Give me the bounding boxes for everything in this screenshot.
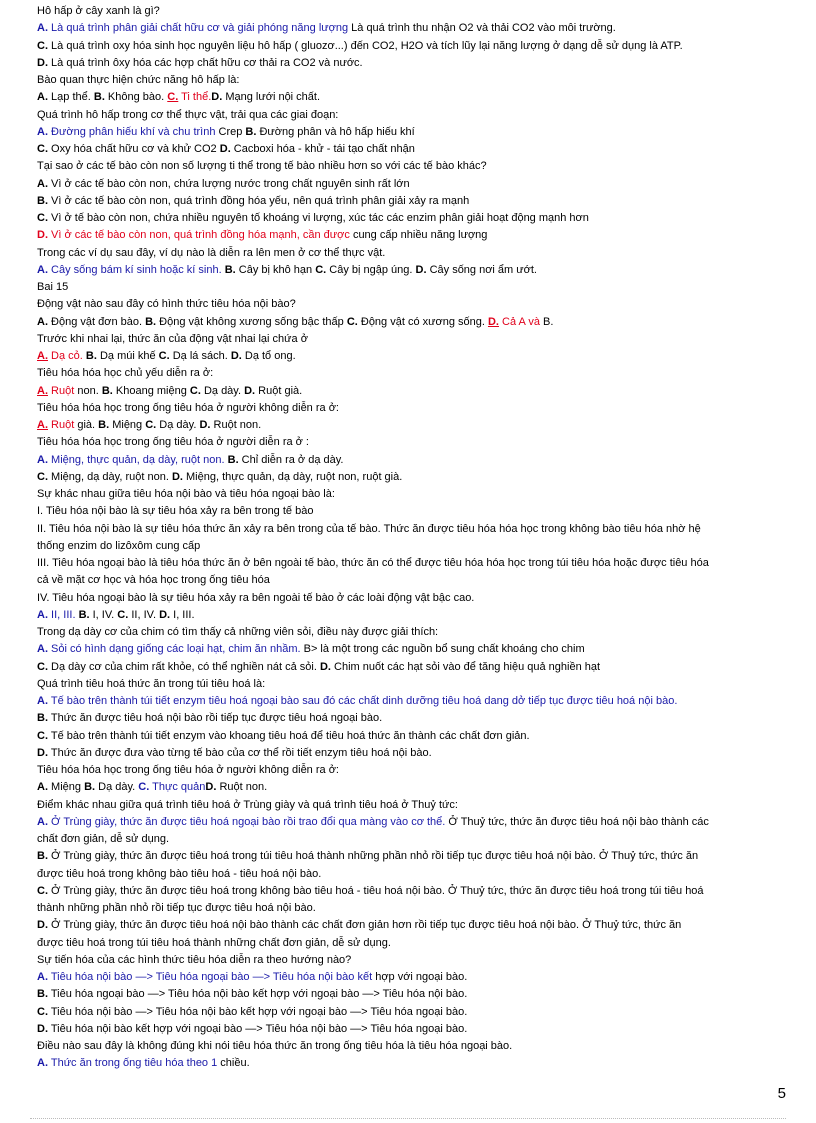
- option-letter: B.: [245, 125, 257, 138]
- option-letter: D.: [219, 143, 231, 155]
- text-line: [37, 556, 786, 571]
- line-text: Tiêu hóa hóa học trong ống tiêu hóa ở người không diễn ra ở:: [37, 401, 339, 414]
- line-text: Ruột non.: [216, 781, 268, 794]
- line-text: Thức ăn được đưa vào từng tế bào của cơ thể rồi tiết enzym tiêu hoá nội bào.: [48, 746, 432, 759]
- option-letter: A.: [37, 125, 48, 138]
- line-text: Ở Trùng giày, thức ăn được tiêu hoá ngoại bào rồi trao đổi qua màng vào cơ thể.: [48, 815, 446, 828]
- line-text: thành những phần nhỏ rồi tiếp tục được tiêu hoá nội bào.: [37, 902, 316, 914]
- text-line: [37, 987, 786, 1002]
- line-text: Vì ở các tế bào còn non, quá trình đồng hóa yếu, nên quá trình phân giải xảy ra mạnh: [48, 194, 470, 207]
- line-text: I. Tiêu hóa nội bào là sự tiêu hóa xảy ra bên trong tế bào: [37, 505, 314, 518]
- line-text: Là quá trình oxy hóa sinh học nguyên liệu hô hấp ( gluozơ...) đến CO2, H2O và tích lũy lại năng lượng ở dạng dễ sử dụng là ATP.: [48, 39, 683, 52]
- text-line: [37, 1022, 786, 1037]
- line-text: Tiêu hóa nội bào —> Tiêu hóa ngoại bào —> Tiêu hóa nội bào kết: [48, 971, 373, 983]
- text-line: [37, 901, 786, 916]
- line-text: thống enzim do lizôxôm cung cấp: [37, 539, 201, 552]
- option-letter: C.: [37, 1005, 48, 1018]
- line-text: II, IV.: [128, 608, 160, 621]
- text-line: [37, 660, 786, 675]
- option-letter: D.: [319, 660, 331, 673]
- text-line: [37, 539, 786, 554]
- text-line: [37, 849, 786, 864]
- line-text: Thực quản: [149, 781, 206, 794]
- line-text: Sự khác nhau giữa tiêu hóa nội bào và tiêu hóa ngoại bào là:: [37, 488, 335, 500]
- text-line: [37, 953, 786, 968]
- text-line: [37, 470, 786, 485]
- text-line: [37, 918, 786, 933]
- line-text: Điểm khác nhau giữa quá trình tiêu hoá ở Trùng giày và quá trình tiêu hoá ở Thuỷ tức:: [37, 798, 458, 811]
- line-text: Đường phân hiếu khí và chu trình: [48, 125, 219, 138]
- option-letter: C.: [37, 212, 48, 224]
- option-letter: D.: [199, 419, 211, 431]
- option-letter: B.: [84, 781, 96, 794]
- option-letter: D.: [211, 91, 223, 104]
- option-letter: D.: [159, 608, 171, 621]
- option-letter: C.: [158, 350, 170, 362]
- option-letter: C.: [37, 729, 48, 742]
- line-text: Dạ dày cơ của chim rất khỏe, có thể nghiền nát cả sỏi.: [48, 660, 320, 673]
- line-text: Cả A và: [498, 315, 540, 328]
- line-text: Lạp thể.: [48, 91, 94, 104]
- line-text: non.: [74, 384, 102, 397]
- option-letter: D.: [37, 1022, 48, 1035]
- text-line: [37, 246, 786, 261]
- line-text: Cây bị khô hạn: [235, 263, 316, 276]
- option-letter: A.: [37, 384, 48, 397]
- option-letter: A.: [37, 695, 48, 707]
- line-text: Crep: [218, 125, 246, 138]
- line-text: II. Tiêu hóa nội bào là sự tiêu hóa thức ăn xảy ra bên trong của tế bào. Thức ăn được tiêu hóa hóa học trong không bào tiêu hóa nhờ hệ: [37, 522, 701, 535]
- line-text: Điều nào sau đây là không đúng khi nói tiêu hóa thức ăn trong ống tiêu hóa là tiêu hóa ngoại bào.: [37, 1040, 513, 1052]
- text-line: [37, 418, 786, 433]
- option-letter: A.: [37, 315, 48, 328]
- option-letter: A.: [37, 781, 48, 794]
- line-text: IV. Tiêu hóa ngoại bào là sự tiêu hóa xảy ra bên ngoài tế bào ở các loài động vật bậc cao.: [37, 591, 475, 604]
- line-text: Vì ở các tế bào còn non, quá trình đồng hóa mạnh, cần được: [48, 229, 353, 242]
- line-text: Tế bào trên thành túi tiết enzym vào khoang tiêu hoá để tiêu hoá thức ăn thành các chất đơn giản.: [48, 729, 530, 742]
- line-text: Vì ở các tế bào còn non, chứa lượng nước trong chất nguyên sinh rất lớn: [48, 177, 410, 190]
- option-letter: C.: [37, 470, 48, 483]
- text-line: [37, 194, 786, 209]
- option-letter: B.: [85, 350, 97, 362]
- option-letter: A.: [37, 815, 48, 828]
- option-letter: C.: [315, 263, 327, 276]
- option-letter: A.: [37, 263, 48, 276]
- line-text: Sỏi có hình dạng giống các loại hạt, chim ăn nhầm.: [48, 643, 301, 656]
- option-letter: C.: [37, 143, 48, 155]
- line-text: Mạng lưới nội chất.: [222, 91, 321, 104]
- line-text: Miệng: [109, 419, 146, 431]
- line-text: Miệng, dạ dày, ruột non.: [48, 470, 172, 483]
- line-text: già.: [74, 419, 99, 431]
- text-line: [37, 384, 786, 399]
- option-letter: C.: [37, 660, 48, 673]
- text-line: [37, 401, 786, 416]
- line-text: Chỉ diễn ra ở dạ dày.: [238, 453, 344, 466]
- line-text: II, III.: [48, 608, 79, 621]
- option-letter: D.: [487, 315, 499, 328]
- option-letter: C.: [37, 39, 48, 52]
- line-text: Dạ dày.: [156, 419, 200, 431]
- line-text: Tiêu hóa ngoại bào —> Tiêu hóa nội bào kết hợp với ngoại bào —> Tiêu hóa nội bào.: [48, 988, 468, 1001]
- line-text: Cây sống nơi ẩm ướt.: [426, 263, 537, 276]
- text-line: [37, 522, 786, 537]
- text-line: [37, 729, 786, 744]
- text-line: [37, 73, 786, 88]
- text-line: [37, 349, 786, 364]
- line-text: Sự tiến hóa của các hình thức tiêu hóa diễn ra theo hướng nào?: [37, 953, 352, 966]
- line-text: III. Tiêu hóa ngoại bào là tiêu hóa thức ăn ở bên ngoài tế bào, thức ăn có thể được tiêu hóa hóa học trong túi tiêu hóa hoặc được tiêu hóa: [37, 557, 709, 569]
- line-text: Ruột: [48, 419, 75, 431]
- text-line: [37, 815, 786, 830]
- text-line: [37, 573, 786, 588]
- line-text: Động vật đơn bào.: [48, 315, 146, 328]
- text-line: [37, 315, 786, 330]
- line-text: Ở Trùng giày, thức ăn được tiêu hoá trong túi tiêu hoá thành những phần nhỏ rồi tiếp tục được tiêu hoá nội bào. Ở Thuỷ tức, thức ăn: [48, 850, 699, 863]
- line-text: chiều.: [217, 1057, 250, 1070]
- line-text: cả về mặt cơ học và hóa học trong ống tiêu hóa: [37, 574, 270, 587]
- line-text: Là quá trình thu nhận O2 và thải CO2 vào môi trường.: [348, 22, 616, 35]
- option-letter: A.: [37, 971, 48, 983]
- option-letter: B.: [37, 712, 48, 725]
- text-line: [37, 39, 786, 54]
- text-line: [37, 90, 786, 105]
- text-line: [37, 798, 786, 813]
- option-letter: B.: [93, 91, 105, 104]
- text-line: [37, 1056, 786, 1071]
- option-letter: B.: [145, 315, 157, 328]
- text-line: [37, 763, 786, 778]
- option-letter: B.: [101, 384, 113, 397]
- line-text: Hô hấp ở cây xanh là gì?: [37, 5, 160, 17]
- option-letter: C.: [346, 315, 358, 328]
- text-line: [37, 108, 786, 123]
- text-line: [37, 504, 786, 519]
- text-line: [37, 867, 786, 882]
- line-text: B> là một trong các nguồn bổ sung chất khoáng cho chim: [300, 643, 585, 656]
- text-line: [37, 453, 786, 468]
- line-text: Bai 15: [37, 281, 69, 293]
- line-text: Động vật nào sau đây có hình thức tiêu hóa nội bào?: [37, 298, 296, 311]
- page-number: 5: [777, 1085, 786, 1102]
- line-text: Không bào.: [104, 91, 168, 104]
- text-line: [37, 1005, 786, 1020]
- option-letter: B.: [37, 194, 48, 207]
- line-text: Ruột non.: [210, 419, 262, 431]
- option-letter: A.: [37, 350, 48, 362]
- text-line: [37, 694, 786, 709]
- line-text: hợp với ngoại bào.: [372, 971, 468, 983]
- text-line: [37, 711, 786, 726]
- text-line: [37, 608, 786, 623]
- line-text: Ruột: [48, 384, 75, 397]
- text-line: [37, 159, 786, 174]
- line-text: Động vật có xương sống.: [357, 315, 488, 328]
- line-text: Oxy hóa chất hữu cơ và khử CO2: [48, 143, 220, 155]
- line-text: Thức ăn được tiêu hoá nội bào rồi tiếp tục được tiêu hoá ngoại bào.: [48, 712, 383, 725]
- option-letter: A.: [37, 643, 48, 656]
- line-text: Tiêu hóa hóa học trong ống tiêu hóa ở người không diễn ra ở:: [37, 764, 339, 776]
- option-letter: C.: [167, 91, 179, 104]
- line-text: chất đơn giản, dễ sử dụng.: [37, 833, 169, 845]
- text-line: [37, 280, 786, 295]
- line-text: I, III.: [170, 608, 195, 621]
- line-text: Dạ dày.: [200, 384, 245, 397]
- option-letter: D.: [37, 919, 48, 932]
- option-letter: D.: [415, 263, 427, 276]
- line-text: Là quá trình ôxy hóa các hợp chất hữu cơ thải ra CO2 và nước.: [48, 56, 363, 69]
- text-line: [37, 487, 786, 502]
- line-text: B.: [539, 315, 554, 328]
- line-text: Thức ăn trong ống tiêu hóa theo 1: [48, 1057, 218, 1070]
- option-letter: D.: [37, 746, 48, 759]
- option-letter: D.: [171, 470, 183, 483]
- option-letter: C.: [37, 884, 48, 897]
- option-letter: C.: [117, 608, 129, 621]
- option-letter: D.: [244, 384, 256, 397]
- option-letter: C.: [189, 384, 201, 397]
- text-line: [37, 228, 786, 243]
- option-letter: B.: [227, 453, 239, 466]
- line-text: Trước khi nhai lại, thức ăn của động vật nhai lại chứa ở: [37, 332, 308, 345]
- text-line: [37, 56, 786, 71]
- option-letter: B.: [98, 419, 110, 431]
- text-line: [37, 297, 786, 312]
- line-text: Dạ cỏ.: [48, 350, 83, 362]
- option-letter: A.: [37, 1057, 48, 1070]
- text-line: [37, 211, 786, 226]
- text-line: [37, 970, 786, 985]
- text-line: [37, 642, 786, 657]
- option-letter: A.: [37, 419, 48, 431]
- text-line: [37, 142, 786, 157]
- line-text: Đường phân và hô hấp hiếu khí: [256, 125, 415, 138]
- text-line: [37, 884, 786, 899]
- line-text: Cây bị ngập úng.: [326, 263, 416, 276]
- line-text: Miệng, thực quản, dạ dày, ruột non, ruột già.: [182, 470, 403, 483]
- line-text: cung cấp nhiều năng lượng: [352, 229, 488, 242]
- option-letter: B.: [78, 608, 90, 621]
- line-text: Bào quan thực hiện chức năng hô hấp là:: [37, 74, 240, 86]
- option-letter: B.: [37, 988, 48, 1001]
- text-line: [37, 435, 786, 450]
- line-text: được tiêu hoá trong không bào tiêu hoá - tiêu hoá nội bào.: [37, 867, 322, 880]
- line-text: Vì ở tế bào còn non, chứa nhiều nguyên tố khoáng vi lượng, xúc tác các enzim phân giải hoạt động mạnh hơn: [48, 212, 589, 224]
- bottom-divider: [30, 1118, 786, 1119]
- line-text: Tiêu hóa nội bào kết hợp với ngoại bào —> Tiêu hóa nội bào —> Tiêu hóa ngoại bào.: [48, 1022, 468, 1035]
- line-text: Tế bào trên thành túi tiết enzym tiêu hoá ngoại bào sau đó các chất dinh dưỡng tiêu hoá dang dở tiếp tục được tiêu hoá nội bào.: [48, 695, 678, 707]
- text-line: [37, 177, 786, 192]
- line-text: được tiêu hoá trong túi tiêu hoá thành những chất đơn giản, dễ sử dụng.: [37, 936, 391, 949]
- option-letter: B.: [37, 850, 48, 863]
- line-text: Quá trình hô hấp trong cơ thể thực vật, trải qua các giai đoạn:: [37, 108, 339, 121]
- option-letter: A.: [37, 608, 48, 621]
- text-line: [37, 1039, 786, 1054]
- option-letter: A.: [37, 91, 48, 104]
- option-letter: C.: [145, 419, 157, 431]
- line-text: Trong dạ dày cơ của chim có tìm thấy cả những viên sỏi, điều này được giải thích:: [37, 626, 439, 638]
- option-letter: B.: [224, 263, 236, 276]
- line-text: Miệng, thực quản, dạ dày, ruột non.: [48, 453, 225, 466]
- line-text: Miệng: [48, 781, 85, 794]
- line-text: Dạ tổ ong.: [241, 350, 296, 362]
- line-text: Ở Trùng giày, thức ăn được tiêu hoá nội bào thành các chất đơn giản hơn rồi tiếp tục được tiêu hoá nội bào. Ở Thuỷ tức, thức ăn: [48, 919, 682, 932]
- option-letter: C.: [138, 781, 150, 794]
- line-text: Tại sao ở các tế bào còn non số lượng ti thể trong tế bào nhiều hơn so với các tế bào khác?: [37, 160, 487, 173]
- text-line: [37, 780, 786, 795]
- line-text: Động vật không xương sống bậc thấp: [156, 315, 347, 328]
- option-letter: D.: [230, 350, 242, 362]
- line-text: Quá trình tiêu hoá thức ăn trong túi tiêu hoá là:: [37, 677, 266, 690]
- option-letter: D.: [205, 781, 217, 794]
- text-line: [37, 263, 786, 278]
- text-line: [37, 591, 786, 606]
- line-text: Ở Thuỷ tức, thức ăn được tiêu hoá nội bào thành các: [445, 815, 709, 828]
- text-line: [37, 21, 786, 36]
- text-line: [37, 332, 786, 347]
- option-letter: A.: [37, 453, 48, 466]
- line-text: Tiêu hóa nội bào —> Tiêu hóa nội bào kết hợp với ngoại bào —> Tiêu hóa ngoại bào.: [48, 1005, 468, 1018]
- line-text: Tiêu hóa hóa học trong ống tiêu hóa ở người diễn ra ở :: [37, 436, 309, 449]
- text-line: [37, 125, 786, 140]
- line-text: Dạ múi khế: [96, 350, 159, 362]
- line-text: Là quá trình phân giải chất hữu cơ và giải phóng năng lượng: [48, 22, 349, 35]
- option-letter: D.: [37, 56, 48, 69]
- text-line: [37, 677, 786, 692]
- line-text: Khoang miệng: [112, 384, 190, 397]
- line-text: Dạ lá sách.: [169, 350, 231, 362]
- text-line: [37, 746, 786, 761]
- text-line: [37, 936, 786, 951]
- text-line: [37, 832, 786, 847]
- line-text: Trong các ví dụ sau đây, ví dụ nào là diễn ra lên men ở cơ thể thực vật.: [37, 246, 386, 259]
- line-text: Ruột già.: [255, 384, 303, 397]
- line-text: Ti thể.: [178, 91, 212, 104]
- text-line: [37, 366, 786, 381]
- text-line: [37, 4, 786, 19]
- option-letter: A.: [37, 22, 48, 35]
- line-text: Ở Trùng giày, thức ăn được tiêu hoá trong không bào tiêu hoá - tiêu hoá nội bào. Ở Thuỷ tức, thức ăn được tiêu hoá trong túi tiêu hoá: [48, 884, 704, 897]
- line-text: I, IV.: [89, 608, 118, 621]
- line-text: Dạ dày.: [95, 781, 139, 794]
- line-text: Chim nuốt các hạt sỏi vào để tăng hiệu quả nghiền hạt: [330, 660, 601, 673]
- line-text: Cây sống bám kí sinh hoặc kí sinh.: [48, 263, 222, 276]
- line-text: Cacboxi hóa - khử - tái tạo chất nhận: [230, 143, 415, 155]
- line-text: Tiêu hóa hóa học chủ yếu diễn ra ở:: [37, 367, 214, 380]
- text-line: [37, 625, 786, 640]
- option-letter: A.: [37, 177, 48, 190]
- option-letter: D.: [37, 229, 48, 242]
